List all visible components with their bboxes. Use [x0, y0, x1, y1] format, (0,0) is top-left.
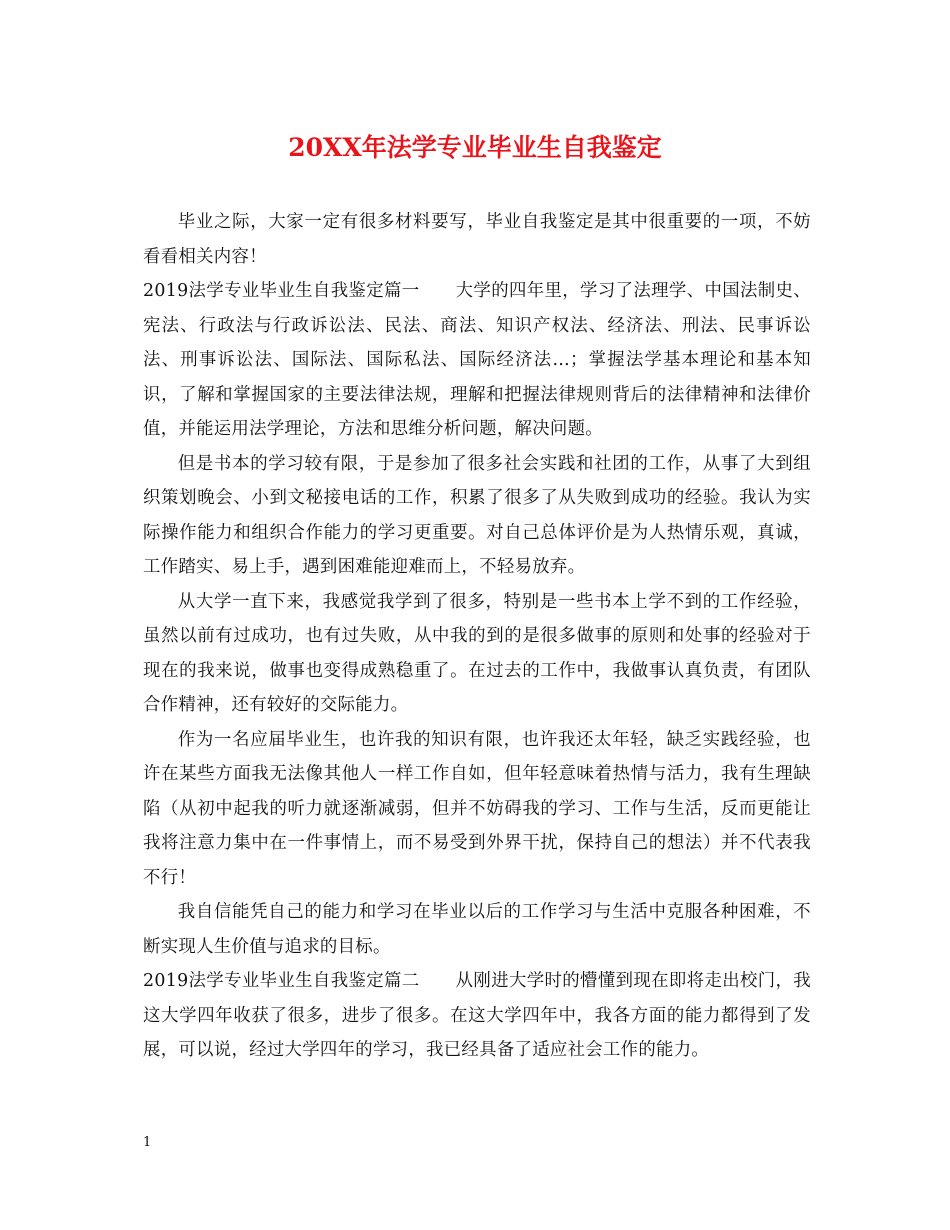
- section-1-text: 大学的四年里，学习了法理学、中国法制史、宪法、行政法与行政诉讼法、民法、商法、知识产权法、经济法、刑法、民事诉讼法、刑事诉讼法、国际法、国际私法、国际经济法…；掌握法学基本理论和基本知识，了解和掌握国家的主要法律法规，理解和把握法律规则背后的法律精神和法律价值，并能运用法学理论，方法和思维分析问题，解决问题。: [143, 281, 812, 439]
- intro-paragraph: 毕业之际，大家一定有很多材料要写，毕业自我鉴定是其中很重要的一项，不妨看看相关内容！: [143, 212, 811, 267]
- section-2-text: 从刚进大学时的懵懂到现在即将走出校门，我这大学四年收获了很多，进步了很多。在这大学四年中，我各方面的能力都得到了发展，可以说，经过大学四年的学习，我已经具备了适应社会工作的能力。: [143, 971, 812, 1060]
- section-1-heading: 2019法学专业毕业生自我鉴定篇一: [143, 281, 420, 301]
- section-2-paragraph: [143, 964, 811, 1068]
- section-2-heading: 2019法学专业毕业生自我鉴定篇二: [143, 971, 420, 991]
- page-number: 1: [143, 1135, 152, 1150]
- paragraph-confidence: 我自信能凭自己的能力和学习在毕业以后的工作学习与生活中克服各种困难，不断实现人生价值与追求的目标。: [143, 902, 811, 957]
- section-1-paragraph: [143, 274, 811, 447]
- paragraph-practice: 但是书本的学习较有限，于是参加了很多社会实践和社团的工作，从事了大到组织策划晚会、小到文秘接电话的工作，积累了很多了从失败到成功的经验。我认为实际操作能力和组织合作能力的学习更重要。对自己总体评价是为人热情乐观，真诚，工作踏实、易上手，遇到困难能迎难而上，不轻易放弃。: [143, 453, 811, 577]
- document-body: [143, 205, 811, 1068]
- paragraph-graduate: 作为一名应届毕业生，也许我的知识有限，也许我还太年轻，缺乏实践经验，也许在某些方面我无法像其他人一样工作自如，但年轻意味着热情与活力，我有生理缺陷（从初中起我的听力就逐渐减弱，但并不妨碍我的学习、工作与生活，反而更能让我将注意力集中在一件事情上，而不易受到外界干扰，保持自己的想法）并不代表我不行！: [143, 729, 811, 888]
- document-title: 20XX年法学专业毕业生自我鉴定: [288, 133, 662, 162]
- paragraph-experience: 从大学一直下来，我感觉我学到了很多，特别是一些书本上学不到的工作经验，虽然以前有过成功，也有过失败，从中我的到的是很多做事的原则和处事的经验对于现在的我来说，做事也变得成熟稳重了。在过去的工作中，我做事认真负责，有团队合作精神，还有较好的交际能力。: [143, 591, 811, 715]
